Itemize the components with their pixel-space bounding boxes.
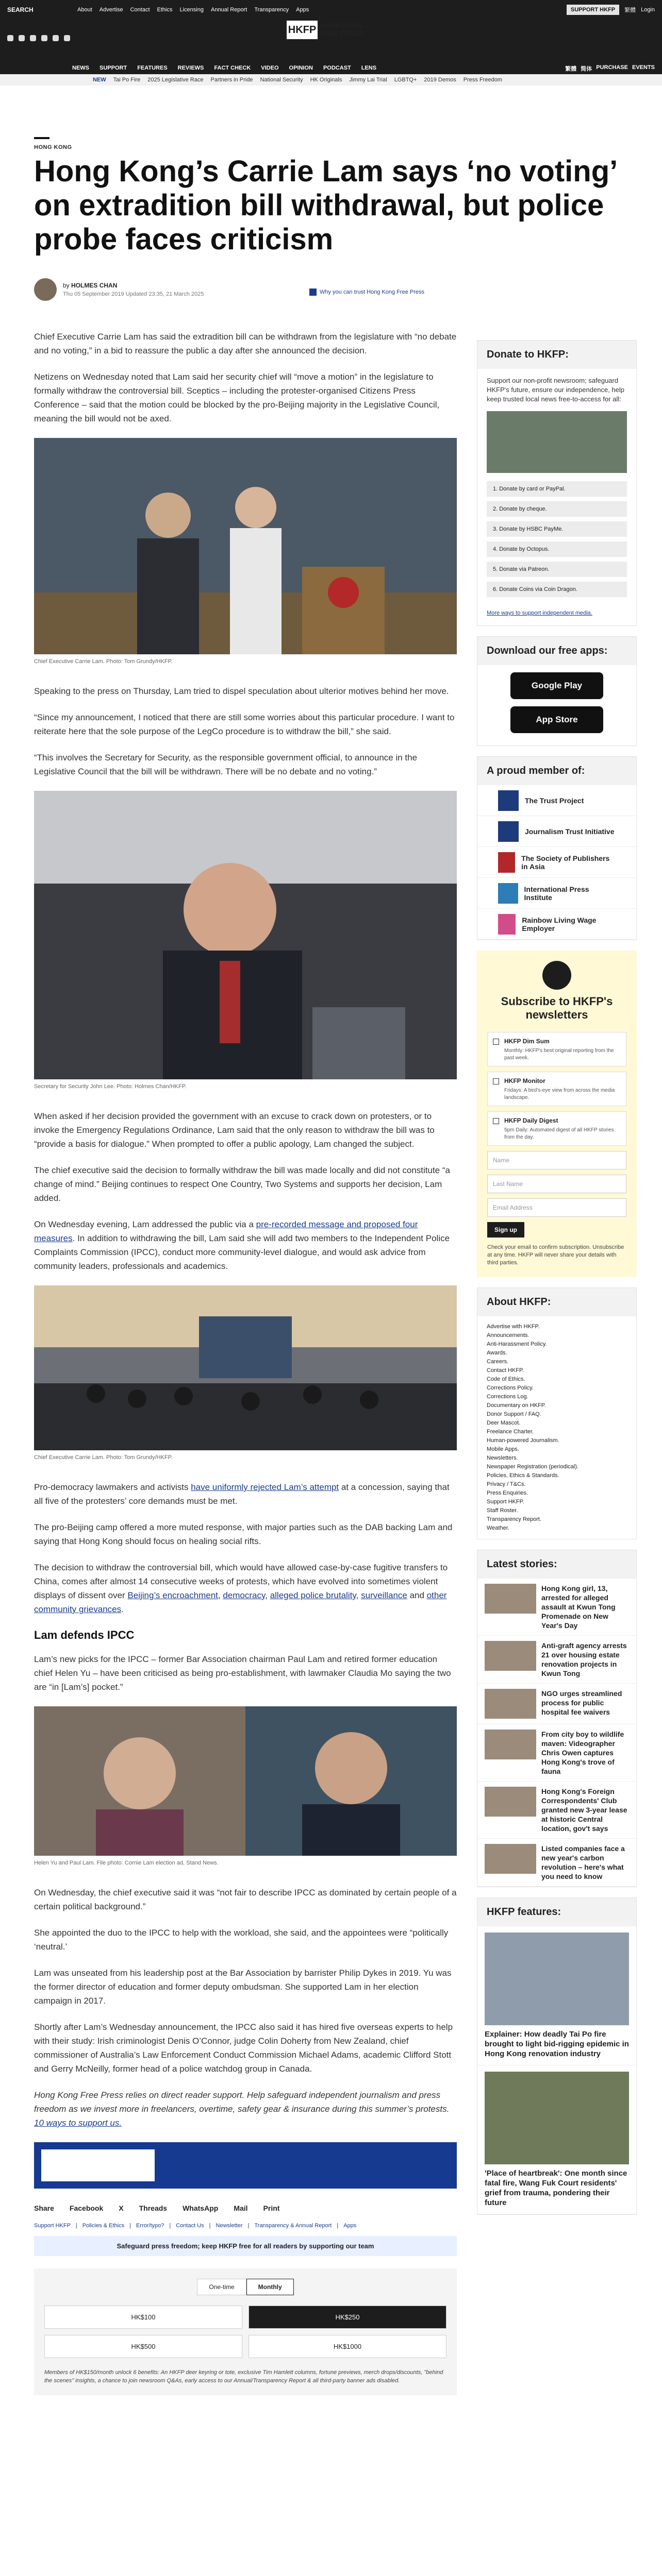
members-title: A proud member of: xyxy=(477,757,636,785)
text-span: On Wednesday evening, Lam addressed the public via a xyxy=(34,1219,256,1229)
feature-item[interactable] xyxy=(477,1926,636,2065)
top-link[interactable]: About xyxy=(77,7,92,13)
members-box xyxy=(477,756,637,940)
photo-carrie-lam-image xyxy=(34,438,457,654)
about-link[interactable]: Transparency Report. xyxy=(487,1516,541,1522)
newsletter-option[interactable] xyxy=(487,1111,626,1146)
newsletter-name: HKFP Dim Sum xyxy=(504,1038,550,1045)
trust-label: Why you can trust Hong Kong Free Press xyxy=(320,289,424,295)
about-link[interactable]: Corrections Policy. xyxy=(487,1385,534,1391)
trending-item[interactable]: Partners in Pride xyxy=(210,77,253,83)
donate-option[interactable]: 3. Donate by HSBC PayMe. xyxy=(487,521,627,537)
member-org[interactable] xyxy=(477,847,636,878)
inline-link[interactable]: other community grievances xyxy=(34,1590,447,1614)
share-threads[interactable]: Threads xyxy=(139,2204,168,2212)
share-facebook[interactable]: Facebook xyxy=(69,2204,104,2212)
nav-item[interactable]: OPINION xyxy=(289,65,313,71)
youtube-icon[interactable] xyxy=(41,35,47,41)
top-link[interactable]: Licensing xyxy=(179,7,204,13)
nav-right-item[interactable]: 繁體 xyxy=(565,66,577,72)
author-name[interactable]: HOLMES CHAN xyxy=(71,282,118,289)
member-org[interactable] xyxy=(477,785,636,816)
photo-carrie-lam xyxy=(34,438,457,654)
feature-image xyxy=(485,1933,629,2025)
about-box xyxy=(477,1287,637,1539)
feature-title: Explainer: How deadly Tai Po fire brought to light bid-rigging epidemic in Hong Kong renovation industry xyxy=(485,2030,629,2058)
logo-name-line2: FREE PRESS xyxy=(321,29,363,37)
member-org[interactable] xyxy=(477,816,636,847)
paragraph: The decision to withdraw the controversial bill, which would have allowed case-by-case fugitive transfers to China, comes after almost 14 consecutive weeks of protests, which have evolved into sometimes violent displays of dissent over Beijing’s encroachment, democracy, alleged police brutality, surveillance and other community grievances. xyxy=(34,1563,448,1614)
article-body xyxy=(34,330,457,2395)
story-thumb xyxy=(485,1689,536,1719)
amount-option[interactable]: HK$1000 xyxy=(249,2335,446,2358)
trust-link[interactable] xyxy=(309,289,424,296)
instagram-icon[interactable] xyxy=(30,35,36,41)
trending-item[interactable]: Jimmy Lai Trial xyxy=(349,77,387,83)
story-title: NGO urges streamlined process for public hospital fee waivers xyxy=(541,1689,622,1716)
share-mail[interactable]: Mail xyxy=(234,2204,248,2212)
logo-name xyxy=(321,22,377,37)
newsletter-option[interactable] xyxy=(487,1032,626,1066)
about-link[interactable]: Careers. xyxy=(487,1359,509,1365)
login-link[interactable]: Login xyxy=(641,7,655,13)
paragraph: Shortly after Lam’s Wednesday announcement, the IPCC also said it has hired five overseas experts to help with their study: Irish criminologist Denis O’Connor, judge Colin Doherty from New Zealand, chief commissioner of Australia’s Law Enforcement Conduct Commission Michael Adams, academic Clifford Stott and Gerry McNeilly, former head of a police watchdog group in Canada. xyxy=(34,2022,453,2074)
trending-item[interactable]: LGBTQ+ xyxy=(394,77,417,83)
caption: Helen Yu and Paul Lam. File photo: Cornie Lam election ad, Stand News. xyxy=(34,1860,219,1866)
paragraph: Lam’s new picks for the IPCC – former Bar Association chairman Paul Lam and retired former education chief Helen Yu – have been criticised as being pro-establishment, with lawmaker Claudia Mo saying the two are “in [Lam’s] pocket.” xyxy=(34,1654,451,1692)
trending-item[interactable]: 2025 Legislative Race xyxy=(147,77,204,83)
member-org[interactable] xyxy=(477,878,636,909)
checkbox-icon[interactable] xyxy=(493,1118,499,1124)
footer-link[interactable]: Contact Us xyxy=(176,2223,204,2229)
donate-option[interactable]: 2. Donate by cheque. xyxy=(487,501,627,517)
photo-helen-yu-paul-lam xyxy=(34,1706,457,1856)
about-link[interactable]: Corrections Log. xyxy=(487,1394,528,1400)
paragraph: “This involves the Secretary for Security, as the responsible government official, to announce in the Legislative Council that the bill will be withdrawn. There will be no debate and no voting.” xyxy=(34,753,418,776)
paragraph: Chief Executive Carrie Lam has said the extradition bill can be withdrawn from the legislature with “no debate and no voting,” in a bid to reassure the public a day after she announced the decision. xyxy=(34,332,457,355)
about-link[interactable]: Donor Support / FAQ. xyxy=(487,1411,541,1417)
email-field[interactable]: Email Address xyxy=(487,1198,626,1217)
nav-right-item[interactable]: PURCHASE xyxy=(596,64,628,71)
story-title: Listed companies face a new year's carbon revolution – here's what you need to know xyxy=(541,1844,625,1880)
donate-photo xyxy=(487,411,627,473)
paragraph: The chief executive said the decision to formally withdraw the bill was made locally and did not constitute “a change of mind.” Beijing continues to respect One Country, Two Systems and supports her decision, Lam added. xyxy=(34,1165,450,1203)
footer-link[interactable]: Apps xyxy=(343,2223,357,2229)
story-thumb xyxy=(485,1641,536,1671)
signup-button[interactable]: Sign up xyxy=(487,1222,524,1238)
donate-options xyxy=(477,481,636,610)
text-span: . In addition to withdrawing the bill, Lam said she will add two members to the Independent Police Complaints Commission (IPCC), conduct more community-level dialogue, and would ask advice from community leaders, professionals and academics. xyxy=(34,1233,450,1271)
about-link[interactable]: Staff Roster. xyxy=(487,1507,518,1514)
hkfp-badge-icon xyxy=(542,961,571,990)
feature-title: 'Place of heartbreak': One month since fatal fire, Wang Fuk Court residents' grief from trauma, pondering their future xyxy=(485,2169,627,2207)
checkbox-icon[interactable] xyxy=(493,1078,499,1084)
paragraph: She appointed the duo to the IPCC to help with the workload, she said, and the appointees were “politically ‘neutral.’ xyxy=(34,1928,449,1952)
article-kicker[interactable]: HONG KONG xyxy=(34,144,72,150)
author xyxy=(63,282,204,289)
about-link[interactable]: Weather. xyxy=(487,1525,509,1531)
newsletter-box xyxy=(477,951,637,1277)
about-link[interactable]: Freelance Charter. xyxy=(487,1429,534,1435)
story-title: From city boy to wildlife maven: Videographer Chris Owen captures Hong Kong's trove of fauna xyxy=(541,1730,624,1775)
amount-option[interactable]: HK$500 xyxy=(44,2335,242,2358)
threads-icon[interactable] xyxy=(53,35,59,41)
mail-icon[interactable] xyxy=(64,35,70,41)
x-icon[interactable] xyxy=(19,35,25,41)
member-name: International Press Institute xyxy=(524,885,589,902)
nav-item[interactable]: VIDEO xyxy=(261,65,279,71)
sopa-icon xyxy=(498,852,515,873)
features-box xyxy=(477,1897,637,2215)
donate-option[interactable]: 6. Donate Coins via Coin Dragon. xyxy=(487,582,627,597)
section-heading: Lam defends IPCC xyxy=(34,1629,135,1641)
nav-item[interactable]: NEWS xyxy=(72,65,89,71)
paragraph: Speaking to the press on Thursday, Lam tried to dispel speculation about ulterior motives behind her move. xyxy=(34,686,449,696)
social-icons xyxy=(7,35,70,41)
feature-item[interactable] xyxy=(477,2065,636,2214)
trust-project-icon xyxy=(498,790,519,811)
story-item[interactable] xyxy=(477,1636,636,1684)
about-link[interactable]: Press Enquiries. xyxy=(487,1490,528,1496)
footer-link[interactable]: Error/typo? xyxy=(136,2223,164,2229)
newsletter-name: HKFP Daily Digest xyxy=(504,1117,558,1124)
more-ways-link[interactable]: More ways to support independent media. xyxy=(487,610,592,616)
about-link[interactable]: Anti-Harassment Policy. xyxy=(487,1341,547,1347)
footer-link[interactable]: Support HKFP xyxy=(34,2223,71,2229)
share-print[interactable]: Print xyxy=(263,2204,280,2212)
about-link[interactable]: Human-powered Journalism. xyxy=(487,1437,559,1444)
newsletter-option[interactable] xyxy=(487,1072,626,1106)
member-name: The Trust Project xyxy=(525,796,584,805)
newsletter-name: HKFP Monitor xyxy=(504,1077,545,1084)
share-whatsapp[interactable]: WhatsApp xyxy=(183,2204,219,2212)
about-link[interactable]: Deer Mascot. xyxy=(487,1420,521,1426)
story-thumb xyxy=(485,1787,536,1817)
footer-link[interactable]: Transparency & Annual Report xyxy=(254,2223,332,2229)
about-link[interactable]: Support HKFP. xyxy=(487,1499,524,1505)
features-title: HKFP features: xyxy=(477,1898,636,1926)
trending-item[interactable]: Tai Po Fire xyxy=(113,77,141,83)
share-x[interactable]: X xyxy=(119,2204,124,2212)
top-links xyxy=(77,7,309,13)
nav-item[interactable]: FACT CHECK xyxy=(214,65,251,71)
toggle-one-time[interactable]: One-time xyxy=(197,2279,246,2295)
latest-title: Latest stories: xyxy=(477,1550,636,1579)
donate-option[interactable]: 5. Donate via Patreon. xyxy=(487,562,627,577)
story-title: Hong Kong's Foreign Correspondents' Club granted new 3-year lease at historic Central location, gov't says xyxy=(541,1787,627,1833)
photo-press-conference-image xyxy=(34,1285,457,1450)
feature-image xyxy=(485,2072,629,2164)
paragraph: Netizens on Wednesday noted that Lam said her security chief will “move a motion” in the legislature to formally withdraw the controversial bill. Sceptics – including the protester-organised Citizens Press Conference – said that the motion could be blocked by the pro-Beijing majority in the Legislative Council, meaning the bill would not be axed. xyxy=(34,372,440,423)
about-links xyxy=(477,1316,636,1539)
apps-box xyxy=(477,636,637,746)
text-span: Pro-democracy lawmakers and activists xyxy=(34,1482,191,1492)
nav-item[interactable]: PODCAST xyxy=(323,65,351,71)
share-label: Share xyxy=(34,2204,54,2212)
trending-item[interactable]: HK Originals xyxy=(310,77,342,83)
nav-right xyxy=(565,64,655,73)
by-label: by xyxy=(63,282,70,289)
about-link[interactable]: Newspaper Registration (periodical). xyxy=(487,1464,578,1470)
about-link[interactable]: Newsletters. xyxy=(487,1455,518,1461)
inline-link[interactable]: pre-recorded message and proposed four measures xyxy=(34,1219,418,1243)
trust-icon xyxy=(309,289,317,296)
nav-item[interactable]: REVIEWS xyxy=(177,65,204,71)
photo-press-conference xyxy=(34,1285,457,1450)
app-store-button[interactable]: App Store xyxy=(510,706,603,733)
story-title: Anti-graft agency arrests 21 over housing estate renovation projects in Kwun Tong xyxy=(541,1641,627,1677)
donate-box xyxy=(477,340,637,626)
story-item[interactable] xyxy=(477,1724,636,1782)
about-link[interactable]: Code of Ethics. xyxy=(487,1376,525,1382)
byline xyxy=(34,278,204,301)
about-link[interactable]: Announcements. xyxy=(487,1332,529,1338)
amount-option[interactable]: HK$250 xyxy=(249,2306,446,2329)
inline-link[interactable]: alleged police brutality xyxy=(270,1590,356,1600)
text-span: at a concession, saying that all five of the protesters’ core demands must be met. xyxy=(34,1482,450,1506)
about-link[interactable]: Policies, Ethics & Standards. xyxy=(487,1472,559,1479)
story-thumb xyxy=(485,1730,536,1759)
facebook-icon[interactable] xyxy=(7,35,13,41)
top-link[interactable]: Ethics xyxy=(157,7,173,13)
about-link[interactable]: Contact HKFP. xyxy=(487,1367,524,1374)
newsletter-title: Subscribe to HKFP's newsletters xyxy=(501,995,613,1021)
main-nav xyxy=(0,62,662,74)
publish-date: Thu 05 September 2019 Updated 23:35, 21 March 2025 xyxy=(63,291,204,297)
donate-title: Donate to HKFP: xyxy=(477,341,636,369)
newsletter-desc: Monthly: HKFP's best original reporting from the past week. xyxy=(504,1048,614,1061)
paragraph: “Since my announcement, I noticed that there are still some worries about this particular procedure. I want to reiterate here that the sole purpose of the LegCo procedure is to withdraw the bill,” she said. xyxy=(34,713,455,736)
donate-option[interactable]: 1. Donate by card or PayPal. xyxy=(487,481,627,497)
support-text: Hong Kong Free Press relies on direct reader support. Help safeguard independent journalism and press freedom as we invest more in freelancers, overtime, safety gear & insurance during this summer’s protests. xyxy=(34,2090,450,2114)
amount-option[interactable]: HK$100 xyxy=(44,2306,242,2329)
paragraph: When asked if her decision provided the government with an excuse to crack down on protesters, or to invoke the Emergency Regulations Ordinance, Lam said that the only reason to withdraw the bill was to “provide a basis for dialogue.” When prompted to offer a public apology, Lam changed the subject. xyxy=(34,1111,435,1149)
banner-graphic xyxy=(34,2142,457,2189)
nav-item[interactable]: FEATURES xyxy=(137,65,168,71)
story-item[interactable] xyxy=(477,1579,636,1636)
sidebar xyxy=(477,340,637,2215)
support-note xyxy=(34,2088,457,2130)
story-thumb xyxy=(485,1584,536,1614)
caption: Chief Executive Carrie Lam. Photo: Tom Grundy/HKFP. xyxy=(34,1454,173,1461)
trending-label: NEW xyxy=(93,77,106,83)
donation-amounts xyxy=(44,2306,446,2358)
photo-john-lee xyxy=(34,791,457,1079)
member-name: Rainbow Living Wage Employer xyxy=(522,916,597,933)
story-item[interactable] xyxy=(477,1782,636,1839)
paragraph: The pro-Beijing camp offered a more muted response, with major parties such as the DAB backing Lam and saying that Hong Kong should focus on healing social rifts. xyxy=(34,1522,453,1546)
paragraph: Lam was unseated from his leadership post at the Bar Association by barrister Philip Dykes in 2019. Yu was the former director of education and former deputy ombudsman. She supported Lam in her election campaign in 2017. xyxy=(34,1968,452,2006)
last-name-field[interactable]: Last Name xyxy=(487,1175,626,1193)
inline-link[interactable]: have uniformly rejected Lam’s attempt xyxy=(191,1482,339,1492)
rainbow-icon xyxy=(498,914,516,935)
article-footer-links: Support HKFP | Policies & Ethics | Error/typo? | Contact Us | Newsletter | Transparency & Annual Report | Apps xyxy=(34,2223,357,2229)
toggle-monthly[interactable]: Monthly xyxy=(246,2279,294,2295)
nav-item[interactable]: SUPPORT xyxy=(100,65,127,71)
language-switch[interactable]: 繁體 xyxy=(624,7,636,13)
newsletter-desc: 5pm Daily: Automated digest of all HKFP stories from the day. xyxy=(504,1127,614,1140)
support-button[interactable]: SUPPORT HKFP xyxy=(567,5,619,15)
jti-icon xyxy=(498,821,519,842)
apps-title: Download our free apps: xyxy=(477,637,636,665)
top-link[interactable]: Annual Report xyxy=(210,7,247,13)
about-link[interactable]: Documentary on HKFP. xyxy=(487,1402,546,1409)
caption: Chief Executive Carrie Lam. Photo: Tom Grundy/HKFP. xyxy=(34,658,173,665)
about-title: About HKFP: xyxy=(477,1288,636,1316)
article-title: Hong Kong’s Carrie Lam says ‘no voting’ on extradition bill withdrawal, but police probe faces criticism xyxy=(34,155,617,256)
donate-text: Support our non-profit newsroom; safeguard HKFP's future, ensure our independence, help keep trusted local news free-to-access for all: xyxy=(487,377,624,403)
photo-helen-yu-paul-lam-image xyxy=(34,1706,457,1856)
trending-item[interactable]: 2019 Demos xyxy=(424,77,456,83)
banner-ad[interactable] xyxy=(34,2142,457,2189)
google-play-button[interactable]: Google Play xyxy=(510,672,603,699)
inline-link[interactable]: democracy xyxy=(223,1590,266,1600)
footer-link[interactable]: Policies & Ethics xyxy=(82,2223,125,2229)
checkbox-icon[interactable] xyxy=(493,1039,499,1045)
name-field[interactable]: Name xyxy=(487,1151,626,1170)
member-benefits: Members of HK$150/month unlock 6 benefits: An HKFP deer keyring or tote, exclusive Tim Hamlett columns, fortune previews, merch drops/discounts, "behind the scenes" insights, a chance to join newsroom Q&As, early access to our Annual/Transparency Report & all third-party banner ads disabled. xyxy=(44,2369,443,2384)
share-bar xyxy=(34,2204,457,2212)
nav-right-item[interactable]: EVENTS xyxy=(632,64,655,71)
ipi-icon xyxy=(498,883,518,904)
donate-panel xyxy=(34,2268,457,2395)
footer-link[interactable]: Newsletter xyxy=(216,2223,243,2229)
support-link[interactable]: 10 ways to support us. xyxy=(34,2118,122,2128)
about-link[interactable]: Awards. xyxy=(487,1350,507,1356)
member-org[interactable] xyxy=(477,909,636,940)
kicker-rule xyxy=(34,137,49,139)
about-link[interactable]: Privacy / T&Cs. xyxy=(487,1481,526,1487)
member-name: The Society of Publishers in Asia xyxy=(521,854,610,871)
member-name: Journalism Trust Initiative xyxy=(525,827,615,836)
story-title: Hong Kong girl, 13, arrested for alleged assault at Kwun Tong Promenade on New Year's Day xyxy=(541,1584,616,1630)
search-button[interactable]: SEARCH xyxy=(7,6,34,13)
donate-option[interactable]: 4. Donate by Octopus. xyxy=(487,541,627,557)
paragraph xyxy=(34,1480,457,1508)
header xyxy=(0,21,662,62)
nav-item[interactable]: LENS xyxy=(361,65,377,71)
inline-link[interactable]: surveillance xyxy=(361,1590,407,1600)
paragraph: On Wednesday, the chief executive said it was “not fair to describe IPCC as dominated by certain people of a certain political background.” xyxy=(34,1888,457,1911)
top-link[interactable]: Transparency xyxy=(254,7,289,13)
latest-stories xyxy=(477,1550,637,1887)
logo-name-line1: HONG KONG xyxy=(321,22,363,29)
about-link[interactable]: Mobile Apps. xyxy=(487,1446,519,1452)
author-avatar xyxy=(34,278,57,301)
top-bar xyxy=(0,0,662,21)
story-item[interactable] xyxy=(477,1684,636,1724)
newsletter-desc: Fridays: A bird's-eye view from across the media landscape. xyxy=(504,1088,615,1100)
nav-right-item[interactable]: 简体 xyxy=(581,66,592,72)
about-link[interactable]: Advertise with HKFP. xyxy=(487,1324,540,1330)
top-link[interactable]: Contact xyxy=(130,7,150,13)
site-logo[interactable] xyxy=(287,21,374,41)
top-right xyxy=(567,5,655,15)
top-link[interactable]: Advertise xyxy=(99,7,123,13)
caption: Secretary for Security John Lee. Photo: Holmes Chan/HKFP. xyxy=(34,1083,187,1090)
top-link[interactable]: Apps xyxy=(296,7,309,13)
paragraph xyxy=(34,1217,457,1273)
text-span: The decision to withdraw the controversial bill, which would have allowed case-by-case fugitive transfers to China, comes after almost 14 consecutive weeks of protests, which have evolved into sometimes violent displays of dissent over xyxy=(34,1563,448,1600)
donation-frequency-toggle xyxy=(44,2279,446,2295)
photo-john-lee-image xyxy=(34,791,457,1079)
safeguard-banner[interactable]: Safeguard press freedom; keep HKFP free for all readers by supporting our team xyxy=(34,2236,457,2256)
inline-link[interactable]: Beijing’s encroachment xyxy=(127,1590,218,1600)
trending-item[interactable]: Press Freedom xyxy=(463,77,502,83)
trending-bar xyxy=(0,74,662,86)
logo-mark: HKFP xyxy=(287,21,318,39)
story-thumb xyxy=(485,1844,536,1874)
trending-item[interactable]: National Security xyxy=(260,77,303,83)
newsletter-note: Check your email to confirm subscription. Unsubscribe at any time. HKFP will never share your details with third parties. xyxy=(487,1244,624,1266)
story-item[interactable] xyxy=(477,1839,636,1887)
